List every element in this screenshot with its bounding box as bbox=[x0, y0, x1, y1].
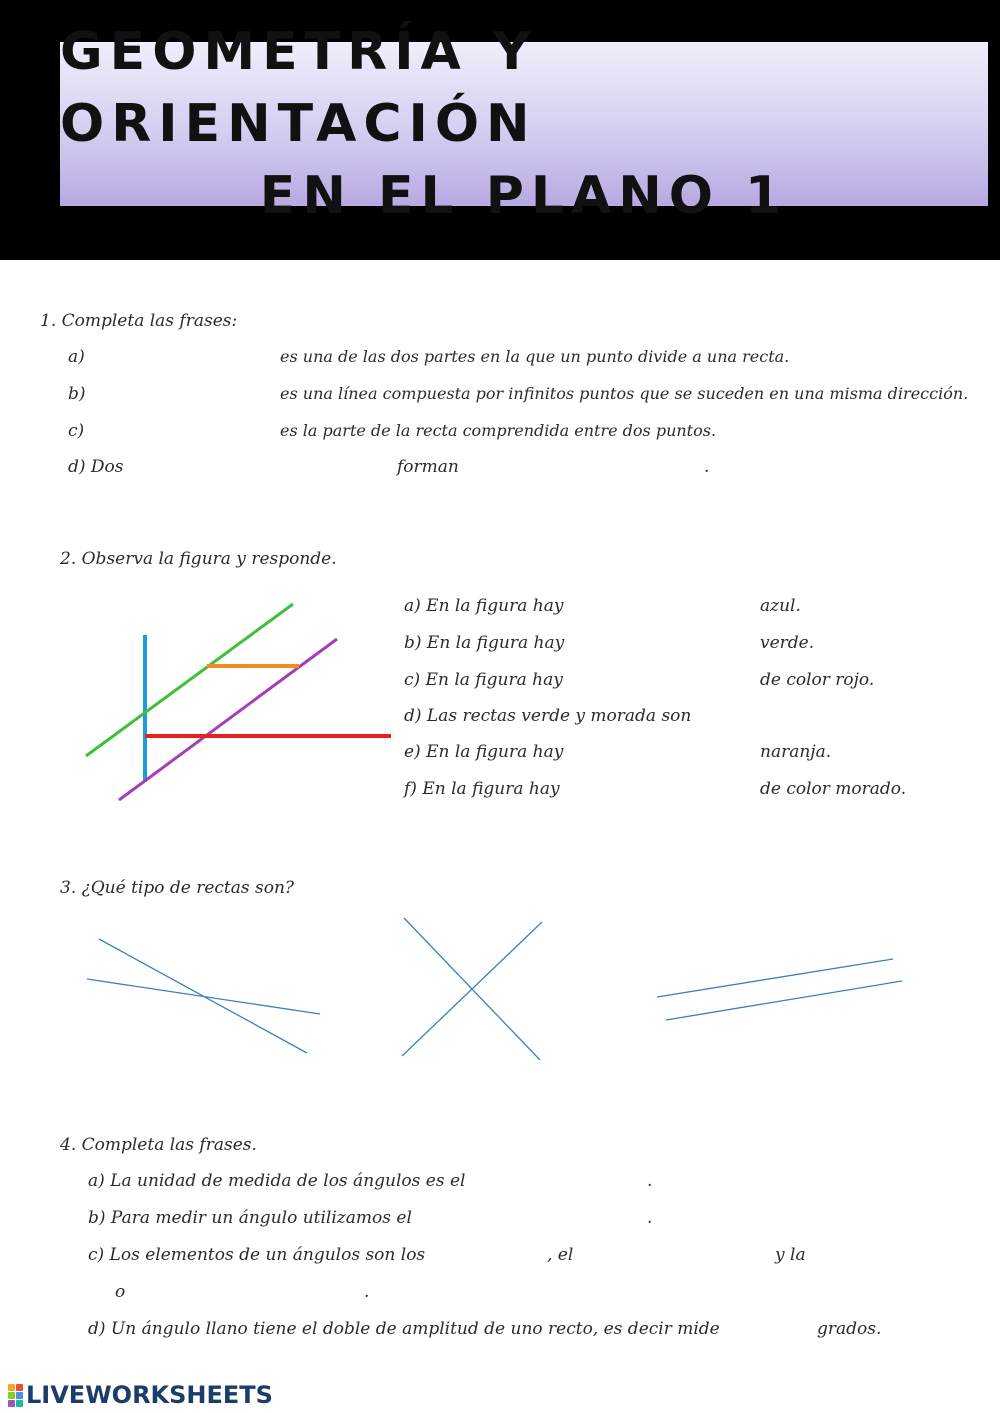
q4-c-mid2: y la bbox=[775, 1245, 806, 1265]
q1-d-end: . bbox=[704, 457, 710, 477]
q4-c-mid1: , el bbox=[547, 1245, 574, 1265]
q4-c-line2-end: . bbox=[364, 1282, 370, 1302]
q2-e-right: naranja. bbox=[760, 742, 832, 762]
q2-a-right: azul. bbox=[760, 596, 801, 616]
q3-parallel-lines bbox=[657, 959, 902, 1020]
q4-b-text: b) Para medir un ángulo utilizamos el bbox=[88, 1208, 412, 1228]
q3-title: 3. ¿Qué tipo de rectas son? bbox=[60, 878, 295, 898]
logo-text: LIVEWORKSHEETS bbox=[26, 1381, 273, 1409]
q1-c-text: es la parte de la recta comprendida entre dos puntos. bbox=[280, 421, 717, 440]
q1-b-text: es una línea compuesta por infinitos puntos que se suceden en una misma dirección. bbox=[280, 384, 969, 403]
q2-f-right: de color morado. bbox=[760, 779, 907, 799]
q4-d-text: d) Un ángulo llano tiene el doble de amplitud de uno recto, es decir mide bbox=[88, 1319, 720, 1339]
page-title-line1: GEOMETRÍA Y ORIENTACIÓN bbox=[60, 22, 538, 154]
q4-a-text: a) La unidad de medida de los ángulos es el bbox=[88, 1171, 466, 1191]
q3-crossing-lines bbox=[402, 918, 542, 1060]
parallel-line-2 bbox=[666, 981, 902, 1020]
q4-title: 4. Completa las frases. bbox=[60, 1135, 257, 1155]
parallel-line-1 bbox=[657, 959, 893, 997]
q4-b-end: . bbox=[647, 1208, 653, 1228]
q2-b-left: b) En la figura hay bbox=[404, 633, 565, 653]
logo-icon bbox=[8, 1384, 23, 1407]
q2-d-left: d) Las rectas verde y morada son bbox=[404, 706, 692, 726]
q2-a-left: a) En la figura hay bbox=[404, 596, 564, 616]
q3-secant-lines bbox=[87, 939, 320, 1053]
q1-title: 1. Completa las frases: bbox=[40, 311, 238, 331]
q2-f-left: f) En la figura hay bbox=[404, 779, 560, 799]
secant-line-2 bbox=[87, 979, 320, 1014]
q4-d-end: grados. bbox=[817, 1319, 882, 1339]
q2-figure bbox=[86, 604, 391, 800]
purple-line bbox=[119, 639, 337, 800]
q2-title: 2. Observa la figura y responde. bbox=[60, 549, 337, 569]
q4-a-end: . bbox=[647, 1171, 653, 1191]
q4-c-text: c) Los elementos de un ángulos son los bbox=[88, 1245, 426, 1265]
green-line bbox=[86, 604, 293, 756]
q2-c-left: c) En la figura hay bbox=[404, 670, 563, 690]
q2-e-left: e) En la figura hay bbox=[404, 742, 564, 762]
page-title-line2: EN EL PLANO 1 bbox=[259, 166, 789, 226]
q1-a-label: a) bbox=[68, 347, 85, 367]
q2-b-right: verde. bbox=[760, 633, 815, 653]
q2-c-right: de color rojo. bbox=[760, 670, 875, 690]
q1-b-label: b) bbox=[68, 384, 86, 404]
crossing-line-2 bbox=[402, 922, 542, 1056]
q1-d-mid: forman bbox=[397, 457, 459, 477]
q1-d-start: d) Dos bbox=[68, 457, 124, 477]
q1-c-label: c) bbox=[68, 421, 85, 441]
q1-a-text: es una de las dos partes en la que un punto divide a una recta. bbox=[280, 347, 790, 366]
liveworksheets-logo bbox=[8, 1381, 273, 1409]
q4-c-line2-start: o bbox=[115, 1282, 126, 1302]
